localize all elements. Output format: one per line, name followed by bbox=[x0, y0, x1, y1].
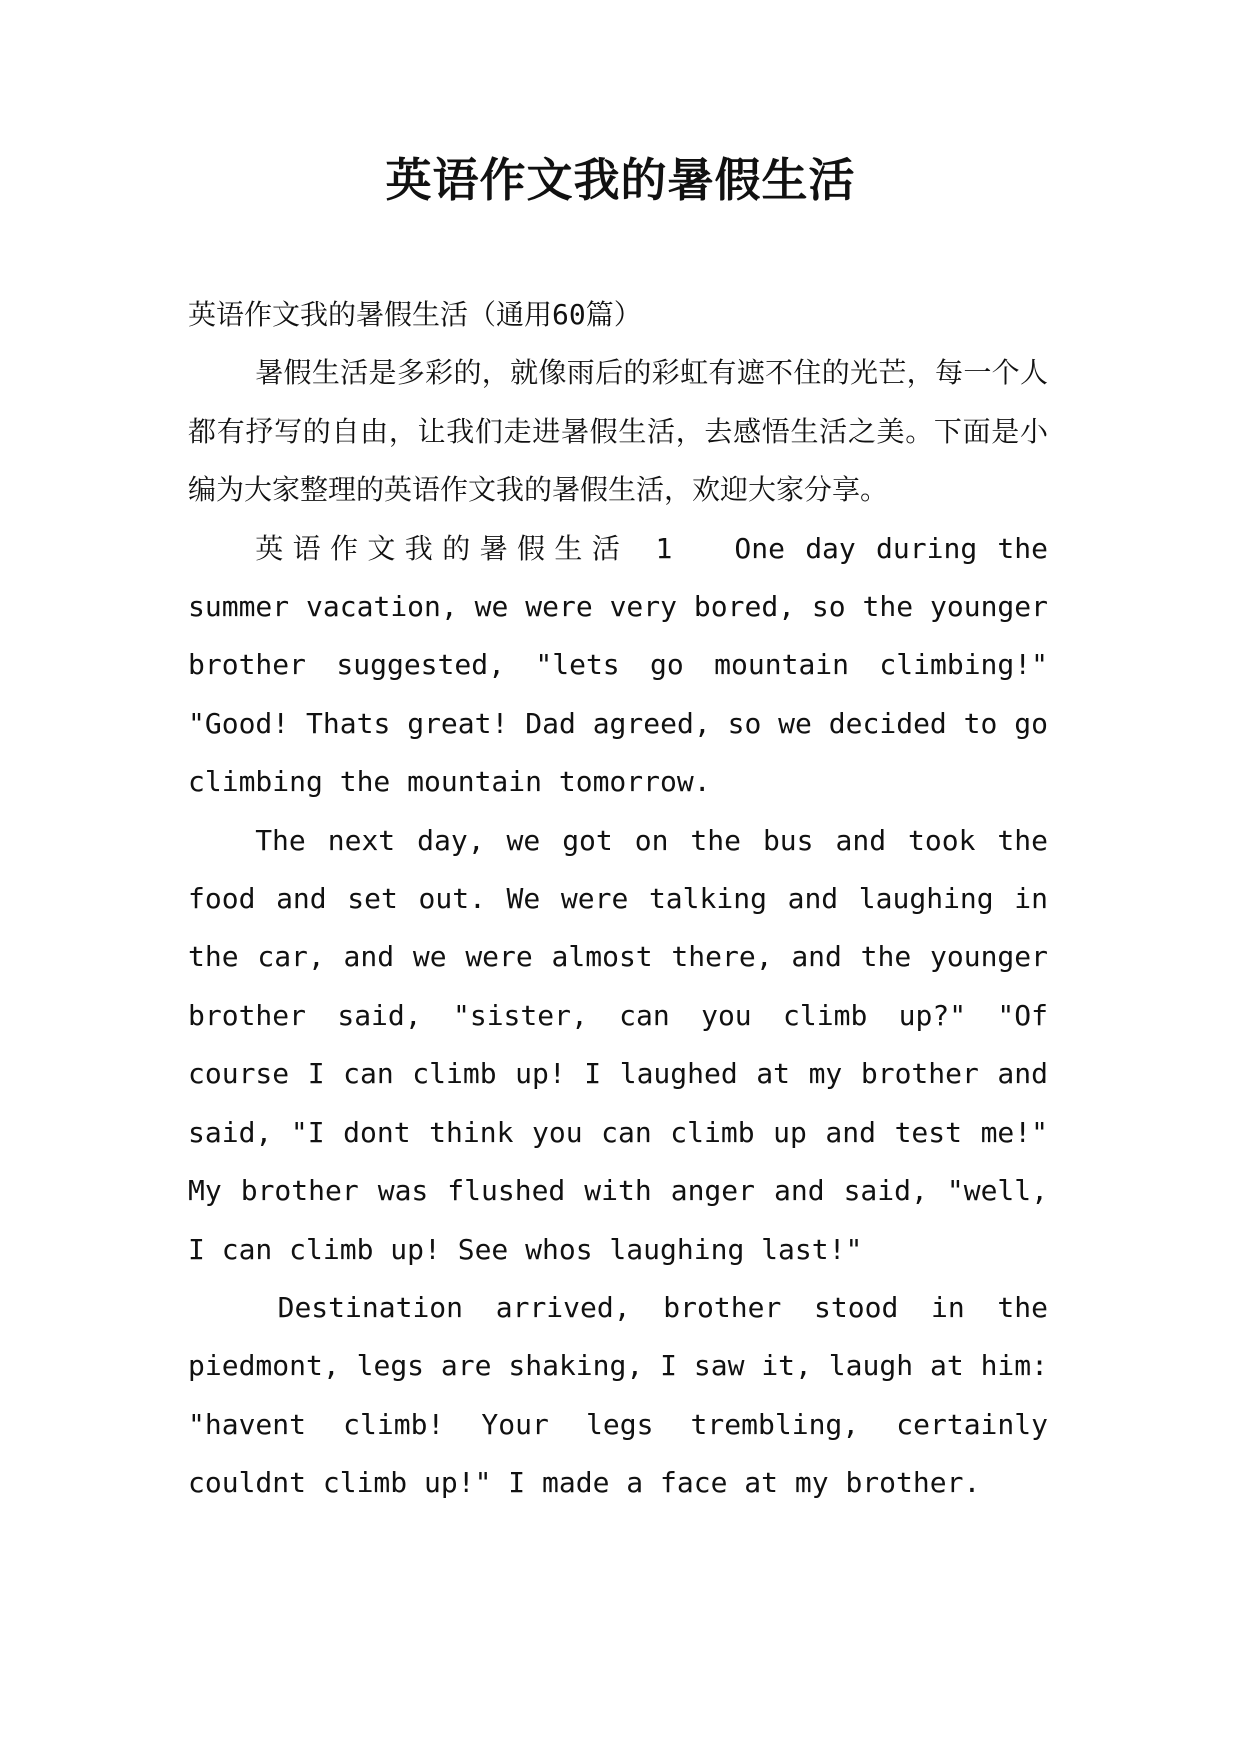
document-body bbox=[188, 286, 1048, 1513]
document-title: 英语作文我的暑假生活 bbox=[385, 153, 856, 207]
essay-1-paragraph-3: Destination arrived, brother stood in the piedmont, legs are shaking, I saw it, laugh at him: "havent climb! Your legs trembling, certainly couldnt climb up!" I made a face at my brother. bbox=[188, 1290, 1048, 1500]
document-subtitle: 英语作文我的暑假生活（通用60篇） bbox=[188, 298, 642, 331]
essay-1-paragraph-2: The next day, we got on the bus and took the food and set out. We were talking and laughing in the car, and we were almost there, and the younger brother said, "sister, can you climb up?" "Of course I can climb up! I laughed at my brother and said, "I dont think you can climb up and test me!" My brother was flushed with anger and said, "well, I can climb up! See whos laughing last!" bbox=[188, 823, 1048, 1266]
essay-1-first-paragraph bbox=[188, 520, 1048, 812]
essay-1-paragraph-1: One day during the summer vacation, we were very bored, so the younger brother suggested, "lets go mountain climbing!" "Good! Thats great! Dad agreed, so we decided to go climbing the mountain tomorrow. bbox=[188, 531, 1049, 799]
intro-paragraph: 暑假生活是多彩的，就像雨后的彩虹有遮不住的光芒，每一个人都有抒写的自由，让我们走进暑假生活，去感悟生活之美。下面是小编为大家整理的英语作文我的暑假生活，欢迎大家分享。 bbox=[188, 356, 1048, 507]
essay-1-heading: 英语作文我的暑假生活 1 bbox=[255, 531, 679, 565]
